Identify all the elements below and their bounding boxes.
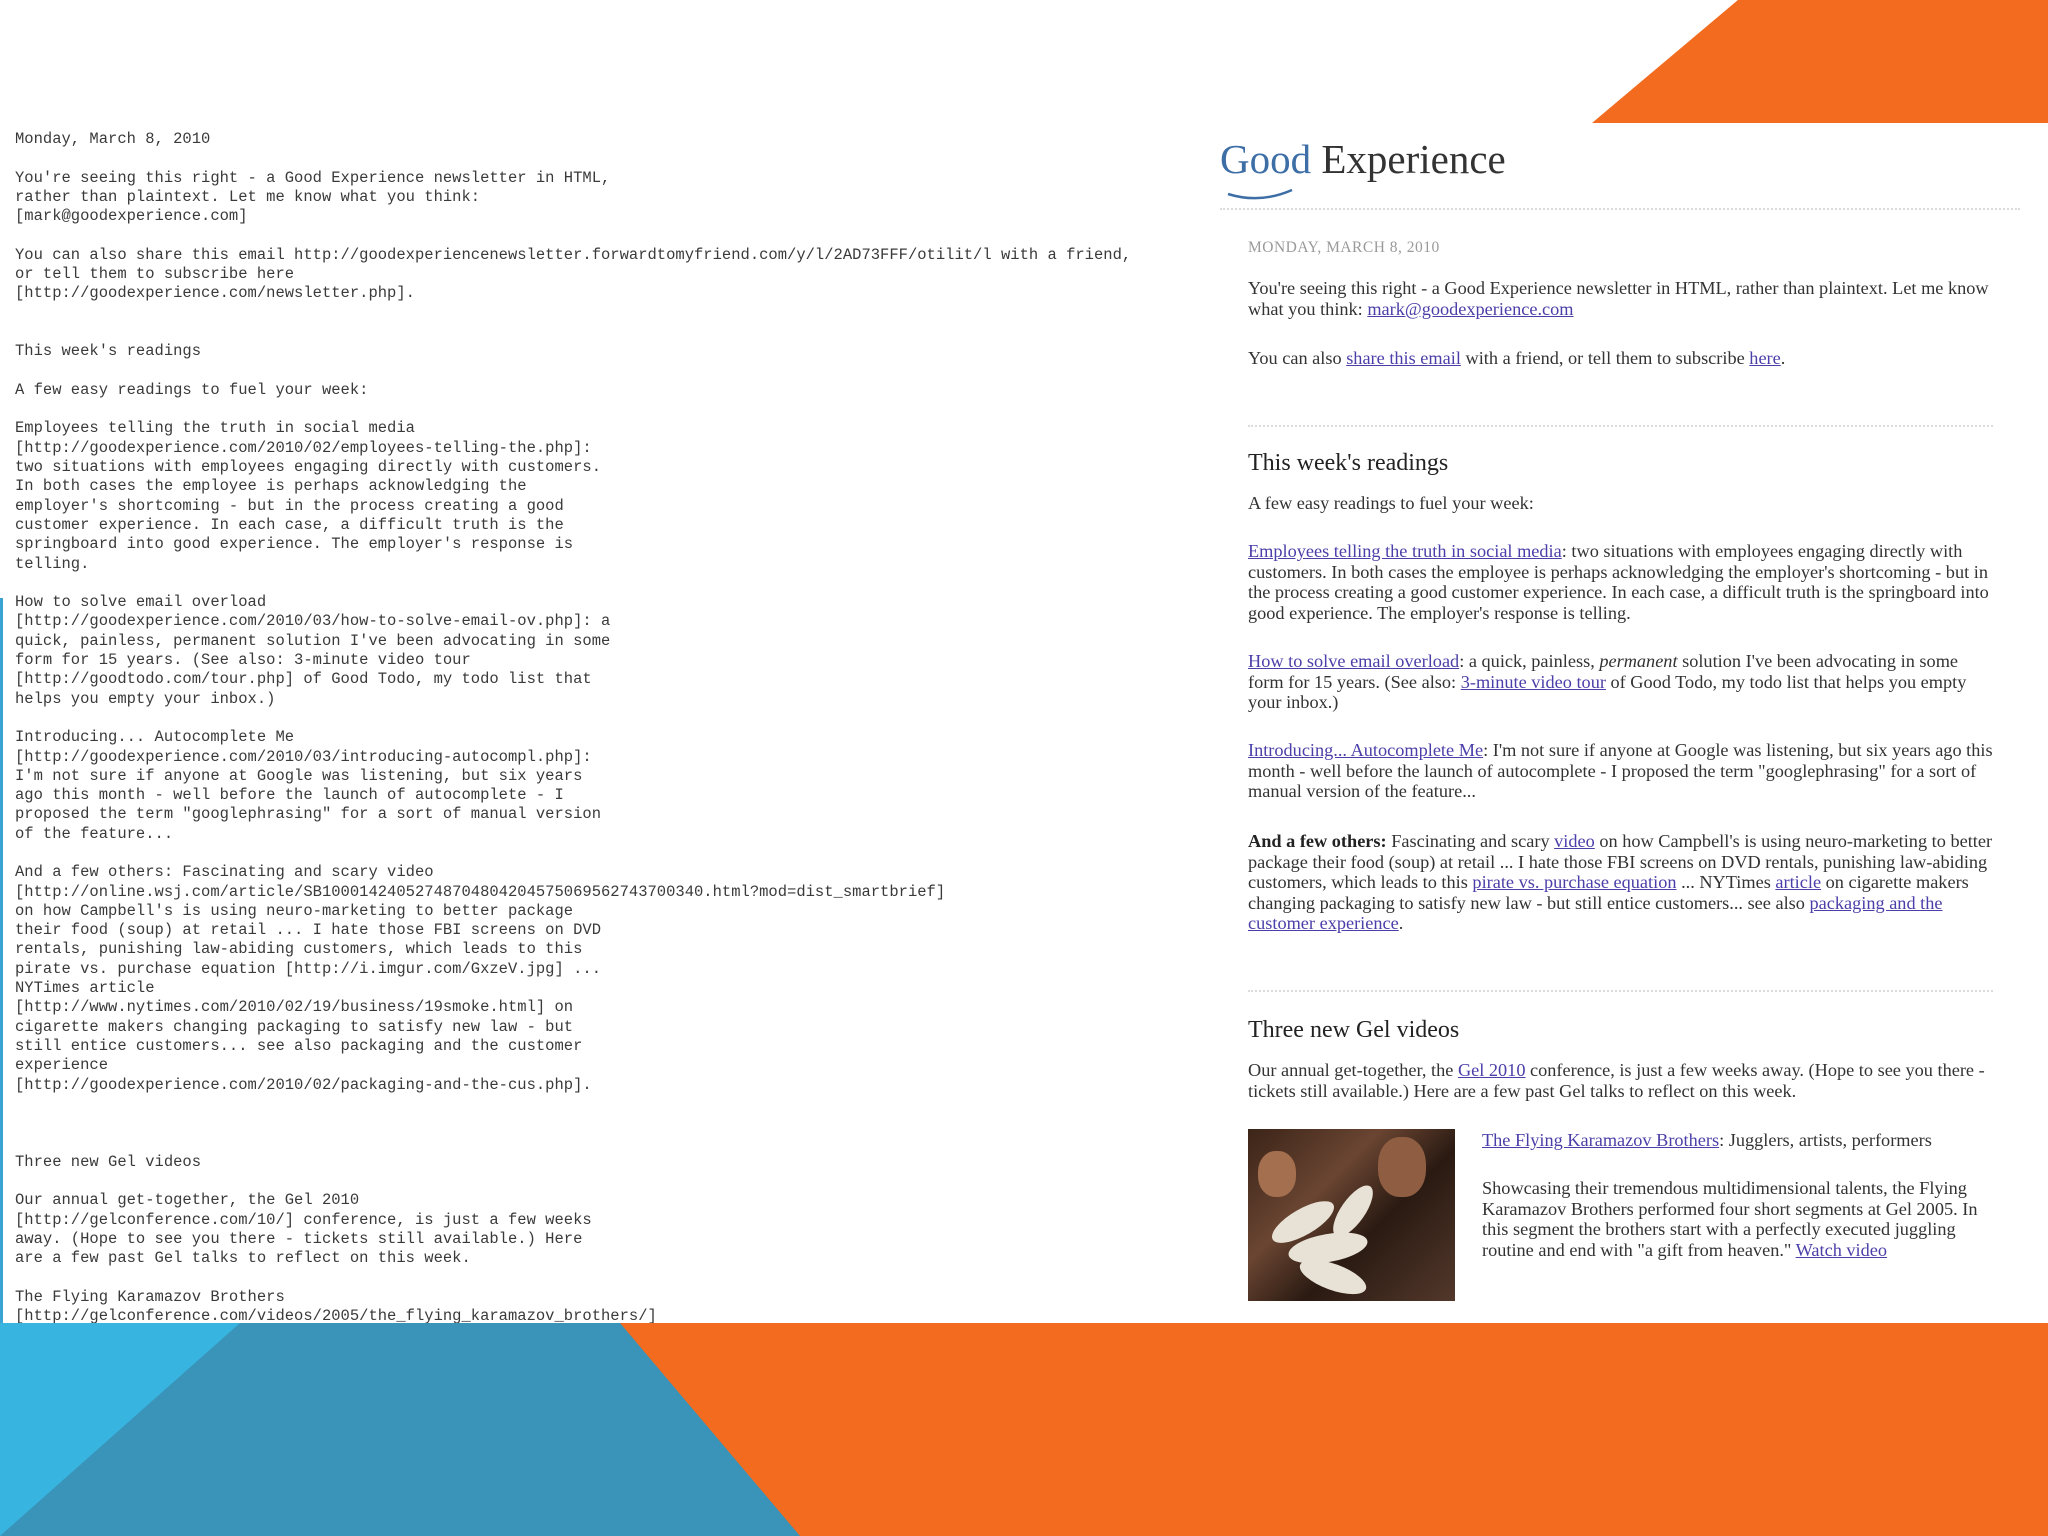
- reading-item-text: .: [1398, 913, 1404, 933]
- plaintext-line: Three new Gel videos: [15, 1152, 202, 1171]
- plaintext-line: [15, 1172, 1185, 1191]
- logo-experience-word: Experience: [1311, 136, 1506, 182]
- plaintext-line: [15, 574, 1185, 593]
- plaintext-line: quick, painless, permanent solution I've been advocating in some: [15, 631, 611, 650]
- plaintext-line: Introducing... Autocomplete Me: [15, 728, 295, 747]
- plaintext-line: rentals, punishing law-abiding customers, which leads to this: [15, 940, 583, 959]
- plaintext-newsletter: [15, 130, 1185, 1323]
- plaintext-line: Employees telling the truth in social media: [15, 419, 415, 438]
- plaintext-line: [15, 323, 1185, 342]
- good-experience-logo[interactable]: [1220, 135, 1540, 205]
- email-overload-link[interactable]: How to solve email overload: [1248, 651, 1460, 671]
- share-paragraph: [1248, 348, 1993, 369]
- share-text-pre: You can also: [1248, 348, 1347, 368]
- plaintext-line: [http://online.wsj.com/article/SB10001424052748704804204575069562743700340.html?mod=dist_smartbrief]: [15, 882, 946, 901]
- plaintext-line: [15, 844, 1185, 863]
- video-link[interactable]: video: [1554, 831, 1595, 851]
- pirate-purchase-link[interactable]: pirate vs. purchase equation: [1472, 872, 1677, 892]
- left-accent-bar: [0, 598, 3, 1323]
- reading-item: [1248, 651, 1993, 713]
- plaintext-line: cigarette makers changing packaging to satisfy new law - but: [15, 1017, 574, 1036]
- video-title: [1482, 1130, 1994, 1151]
- reading-item: [1248, 831, 1993, 934]
- flying-karamazov-link[interactable]: The Flying Karamazov Brothers: [1482, 1130, 1720, 1150]
- plaintext-line: their food (soup) at retail ... I hate those FBI screens on DVD: [15, 921, 601, 940]
- plaintext-line: [15, 226, 1185, 245]
- videos-intro-text: conference, is just a few weeks away. (Hope to see you there - tickets still available.) Here are a few past Gel talks to reflect on this week.: [1248, 1060, 1985, 1101]
- plaintext-line: ago this month - well before the launch of autocomplete - I: [15, 786, 564, 805]
- plaintext-line: [http://goodexperience.com/2010/02/packaging-and-the-cus.php].: [15, 1075, 592, 1094]
- plaintext-line: [http://goodexperience.com/newsletter.php].: [15, 284, 415, 303]
- plaintext-line: form for 15 years. (See also: 3-minute video tour: [15, 651, 471, 670]
- videos-heading: Three new Gel videos: [1248, 1017, 1460, 1043]
- plaintext-line: NYTimes article: [15, 979, 155, 998]
- plaintext-line: customer experience. In each case, a difficult truth is the: [15, 515, 564, 534]
- nytimes-article-link[interactable]: article: [1775, 872, 1822, 892]
- plaintext-line: This week's readings: [15, 342, 202, 361]
- html-newsletter: [1220, 123, 2020, 1323]
- plaintext-line: How to solve email overload: [15, 593, 267, 612]
- plaintext-line: [15, 149, 1185, 168]
- plaintext-line: [15, 1133, 1185, 1152]
- plaintext-line: [15, 1269, 1185, 1288]
- orange-corner-shape: [1592, 0, 2048, 123]
- reading-item-text: Fascinating and scary: [1386, 831, 1555, 851]
- plaintext-line: You're seeing this right - a Good Experience newsletter in HTML,: [15, 168, 611, 187]
- divider: [1248, 990, 1993, 992]
- video-subtitle: : Jugglers, artists, performers: [1719, 1130, 1932, 1150]
- plaintext-line: [http://goodexperience.com/2010/03/how-to-solve-email-ov.php]: a: [15, 612, 611, 631]
- video-thumbnail[interactable]: [1248, 1129, 1455, 1301]
- videos-intro-text: Our annual get-together, the: [1248, 1060, 1458, 1080]
- plaintext-line: [http://www.nytimes.com/2010/02/19/business/19smoke.html] on: [15, 998, 574, 1017]
- plaintext-line: two situations with employees engaging directly with customers.: [15, 458, 601, 477]
- logo-swoosh-icon: [1226, 188, 1294, 202]
- reading-item: [1248, 541, 1993, 623]
- plaintext-line: experience: [15, 1056, 109, 1075]
- plaintext-line: helps you empty your inbox.): [15, 689, 276, 708]
- videos-intro: [1248, 1060, 1993, 1101]
- divider: [1220, 208, 2020, 210]
- plaintext-line: of the feature...: [15, 824, 174, 843]
- employees-truth-link[interactable]: Employees telling the truth in social media: [1248, 541, 1562, 561]
- plaintext-line: [http://goodtodo.com/tour.php] of Good Todo, my todo list that: [15, 670, 592, 689]
- reading-item: [1248, 740, 1993, 802]
- plaintext-line: [15, 400, 1185, 419]
- subscribe-here-link[interactable]: here: [1749, 348, 1781, 368]
- plaintext-line: You can also share this email http://goodexperiencenewsletter.forwardtomyfriend.com/y/l/2AD73FFF/otilit/l with a friend,: [15, 245, 1132, 264]
- plaintext-line: I'm not sure if anyone at Google was listening, but six years: [15, 766, 583, 785]
- reading-item-text: : two situations with employees engaging directly with customers. In both cases the employee is perhaps acknowledging the employer's shortcoming - but in the process creating a good customer experience. In each case, a difficult truth is the springboard into good experience. The employer's response is telling.: [1248, 541, 1989, 623]
- video-description-text: Showcasing their tremendous multidimensional talents, the Flying Karamazov Brothers performed four short segments at Gel 2005. In this segment the brothers start with a perfectly executed juggling routine and end with "a gift from heaven.": [1482, 1178, 1978, 1260]
- reading-item-text: ... NYTimes: [1676, 872, 1776, 892]
- intro-text: You're seeing this right - a Good Experience newsletter in HTML, rather than plaintext. Let me know what you think:: [1248, 278, 1989, 319]
- plaintext-line: telling.: [15, 554, 90, 573]
- plaintext-line: [15, 362, 1185, 381]
- plaintext-line: on how Campbell's is using neuro-marketing to better package: [15, 901, 574, 920]
- email-link[interactable]: mark@goodexperience.com: [1367, 298, 1574, 319]
- reading-item-text: solution I've been advocating in some form for 15 years. (See also:: [1248, 651, 1959, 692]
- autocomplete-me-link[interactable]: Introducing... Autocomplete Me: [1248, 740, 1484, 760]
- plaintext-line: Our annual get-together, the Gel 2010: [15, 1191, 360, 1210]
- plaintext-line: away. (Hope to see you there - tickets still available.) Here: [15, 1229, 583, 1248]
- plaintext-line: [http://goodexperience.com/2010/02/employees-telling-the.php]:: [15, 438, 592, 457]
- watch-video-link[interactable]: Watch video: [1795, 1239, 1888, 1260]
- few-others-label: And a few others:: [1248, 831, 1387, 851]
- packaging-experience-link[interactable]: packaging and the customer experience: [1248, 892, 1943, 933]
- plaintext-line: [15, 1095, 1185, 1114]
- plaintext-line: The Flying Karamazov Brothers: [15, 1287, 285, 1306]
- plaintext-line: Monday, March 8, 2010: [15, 130, 211, 148]
- plaintext-line: or tell them to subscribe here: [15, 265, 295, 284]
- plaintext-line: [15, 1114, 1185, 1133]
- share-text-mid: with a friend, or tell them to subscribe: [1460, 348, 1750, 368]
- plaintext-line: A few easy readings to fuel your week:: [15, 380, 369, 399]
- performer-left: [1258, 1151, 1296, 1197]
- plaintext-line: [15, 709, 1185, 728]
- reading-item-text: on how Campbell's is using neuro-marketing to better package their food (soup) at retail ... I hate those FBI screens on DVD rentals, punishing law-abiding customers, which leads to this: [1248, 831, 1993, 892]
- readings-heading: This week's readings: [1248, 450, 1449, 476]
- plaintext-line: still entice customers... see also packaging and the customer: [15, 1036, 583, 1055]
- video-description: [1482, 1178, 1994, 1260]
- reading-item-text: : I'm not sure if anyone at Google was listening, but six years ago this month - well before the launch of autocomplete - I proposed the term "googlephrasing" for a sort of manual version of the feature...: [1248, 740, 1993, 801]
- plaintext-line: are a few past Gel talks to reflect on this week.: [15, 1249, 471, 1268]
- intro-paragraph: [1248, 278, 1993, 319]
- plaintext-line: pirate vs. purchase equation [http://i.imgur.com/GxzeV.jpg] ...: [15, 959, 601, 978]
- readings-intro: A few easy readings to fuel your week:: [1248, 493, 1534, 513]
- share-email-link[interactable]: share this email: [1346, 348, 1461, 368]
- plaintext-line: rather than plaintext. Let me know what you think:: [15, 187, 481, 206]
- plaintext-line: proposed the term "googlephrasing" for a sort of manual version: [15, 805, 601, 824]
- plaintext-line: [15, 304, 1185, 323]
- performer-right: [1378, 1137, 1426, 1197]
- plaintext-line: [http://gelconference.com/videos/2005/the_flying_karamazov_brothers/]: [15, 1307, 657, 1323]
- plaintext-line: And a few others: Fascinating and scary video: [15, 863, 434, 882]
- gel-2010-link[interactable]: Gel 2010: [1457, 1060, 1526, 1080]
- reading-item-text: of Good Todo, my todo list that helps you empty your inbox.): [1248, 671, 1967, 712]
- share-text-post: .: [1780, 348, 1786, 368]
- reading-item-text: on cigarette makers changing packaging to satisfy new law - but still entice customers... see also: [1248, 872, 1969, 913]
- reading-item-text: : a quick, painless,: [1459, 651, 1600, 671]
- reading-item-emphasis: permanent: [1599, 651, 1678, 671]
- divider: [1248, 425, 1993, 427]
- plaintext-line: employer's shortcoming - but in the process creating a good: [15, 496, 564, 515]
- video-tour-link[interactable]: 3-minute video tour: [1460, 671, 1606, 692]
- plaintext-line: springboard into good experience. The employer's response is: [15, 535, 574, 554]
- plaintext-line: [mark@goodexperience.com]: [15, 207, 248, 226]
- logo-good-word: Good: [1220, 136, 1312, 182]
- plaintext-line: In both cases the employee is perhaps acknowledging the: [15, 477, 527, 496]
- newsletter-date: MONDAY, MARCH 8, 2010: [1248, 239, 1440, 256]
- plaintext-line: [http://goodexperience.com/2010/03/introducing-autocompl.php]:: [15, 747, 592, 766]
- plaintext-line: [http://gelconference.com/10/] conference, is just a few weeks: [15, 1210, 592, 1229]
